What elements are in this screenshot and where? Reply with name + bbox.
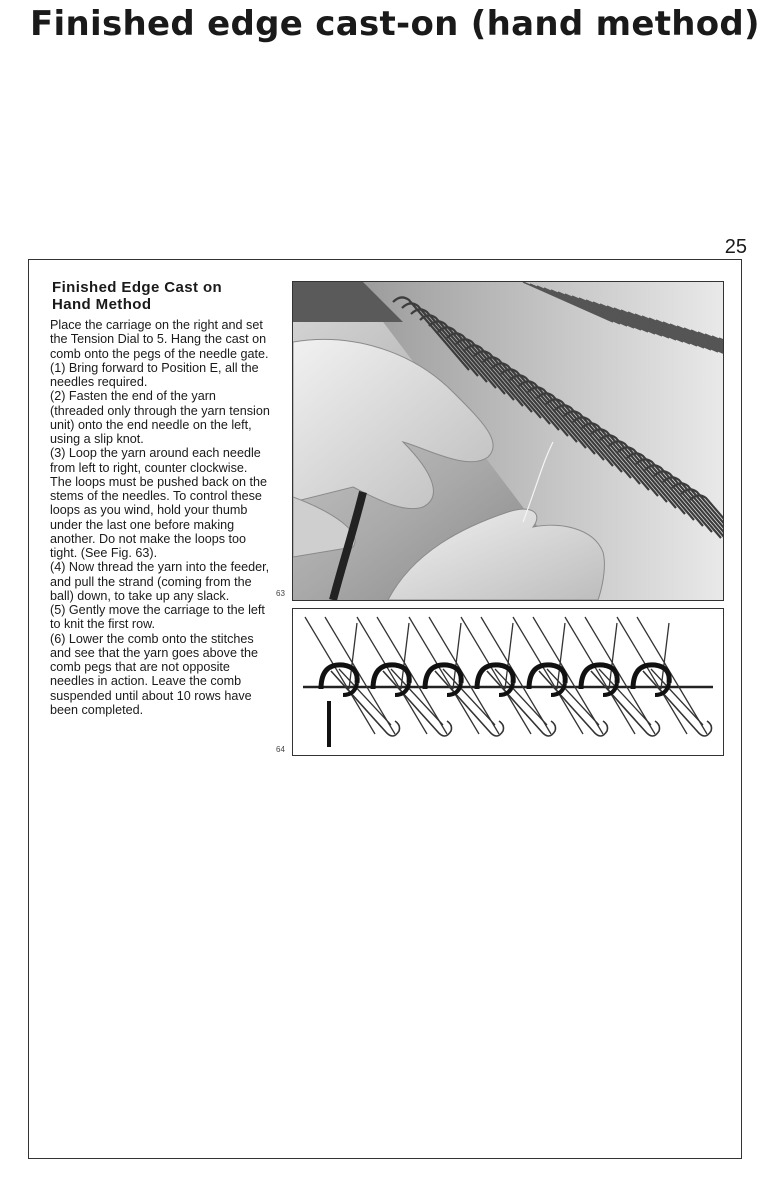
section-heading-line2: Hand Method [52, 296, 152, 313]
page-title: Finished edge cast-on (hand method) [30, 4, 760, 44]
step-1: (1) Bring forward to Position E, all the needles required. [50, 360, 259, 389]
section-heading-line1: Finished Edge Cast on [52, 279, 223, 296]
step-6: (6) Lower the comb onto the stitches and see that the yarn goes above the comb pegs that are not opposite needles in action. Leave the comb suspended until about 10 rows have been completed. [50, 631, 258, 717]
needle-hook [643, 671, 712, 736]
comb-peg-line [357, 617, 427, 734]
loop-diagram-illustration [293, 609, 723, 755]
comb-peg-line [565, 617, 635, 734]
needle-hook [435, 671, 504, 736]
figure-64-diagram [292, 608, 724, 756]
yarn-loop [425, 665, 461, 689]
step-5: (5) Gently move the carriage to the left to knit the first row. [50, 603, 265, 632]
comb-peg-line [305, 617, 375, 734]
figure-64-label: 64 [276, 745, 285, 754]
yarn-loop [321, 665, 357, 689]
yarn-loop [373, 665, 409, 689]
instructions-text [50, 318, 272, 717]
step-3: (3) Loop the yarn around each needle from left to right, counter clockwise. The loops must be pushed back on the stems of the needles. To control these loops as you wind, hold your thumb under the last one before making another. Do not make the loops too tight. (See Fig. 63). [50, 446, 268, 560]
comb-peg-line [461, 617, 531, 734]
needle-hook [539, 671, 608, 736]
comb-peg-line [409, 617, 479, 734]
yarn-loop [633, 665, 669, 689]
needle-hook [383, 671, 452, 736]
figure-63-photo [292, 281, 724, 601]
yarn-loop [477, 665, 513, 689]
knitting-hands-illustration [293, 282, 723, 600]
intro-paragraph: Place the carriage on the right and set the Tension Dial to 5. Hang the cast on comb onto the pegs of the needle gate. [50, 318, 269, 361]
page-number: 25 [724, 236, 747, 258]
yarn-loop [581, 665, 617, 689]
needle-hook [487, 671, 556, 736]
needle-hook [591, 671, 660, 736]
comb-peg-line [513, 617, 583, 734]
yarn-loop [529, 665, 565, 689]
section-heading [52, 279, 222, 313]
figure-63-label: 63 [276, 589, 285, 598]
comb-peg-line [617, 617, 687, 734]
diagram-needles [303, 617, 713, 747]
step-4: (4) Now thread the yarn into the feeder, and pull the strand (coming from the ball) down, to take up any slack. [50, 560, 270, 603]
step-2: (2) Fasten the end of the yarn (threaded only through the yarn tension unit) onto the end needle on the left, using a slip knot. [50, 389, 270, 446]
needle-hook [331, 671, 400, 736]
